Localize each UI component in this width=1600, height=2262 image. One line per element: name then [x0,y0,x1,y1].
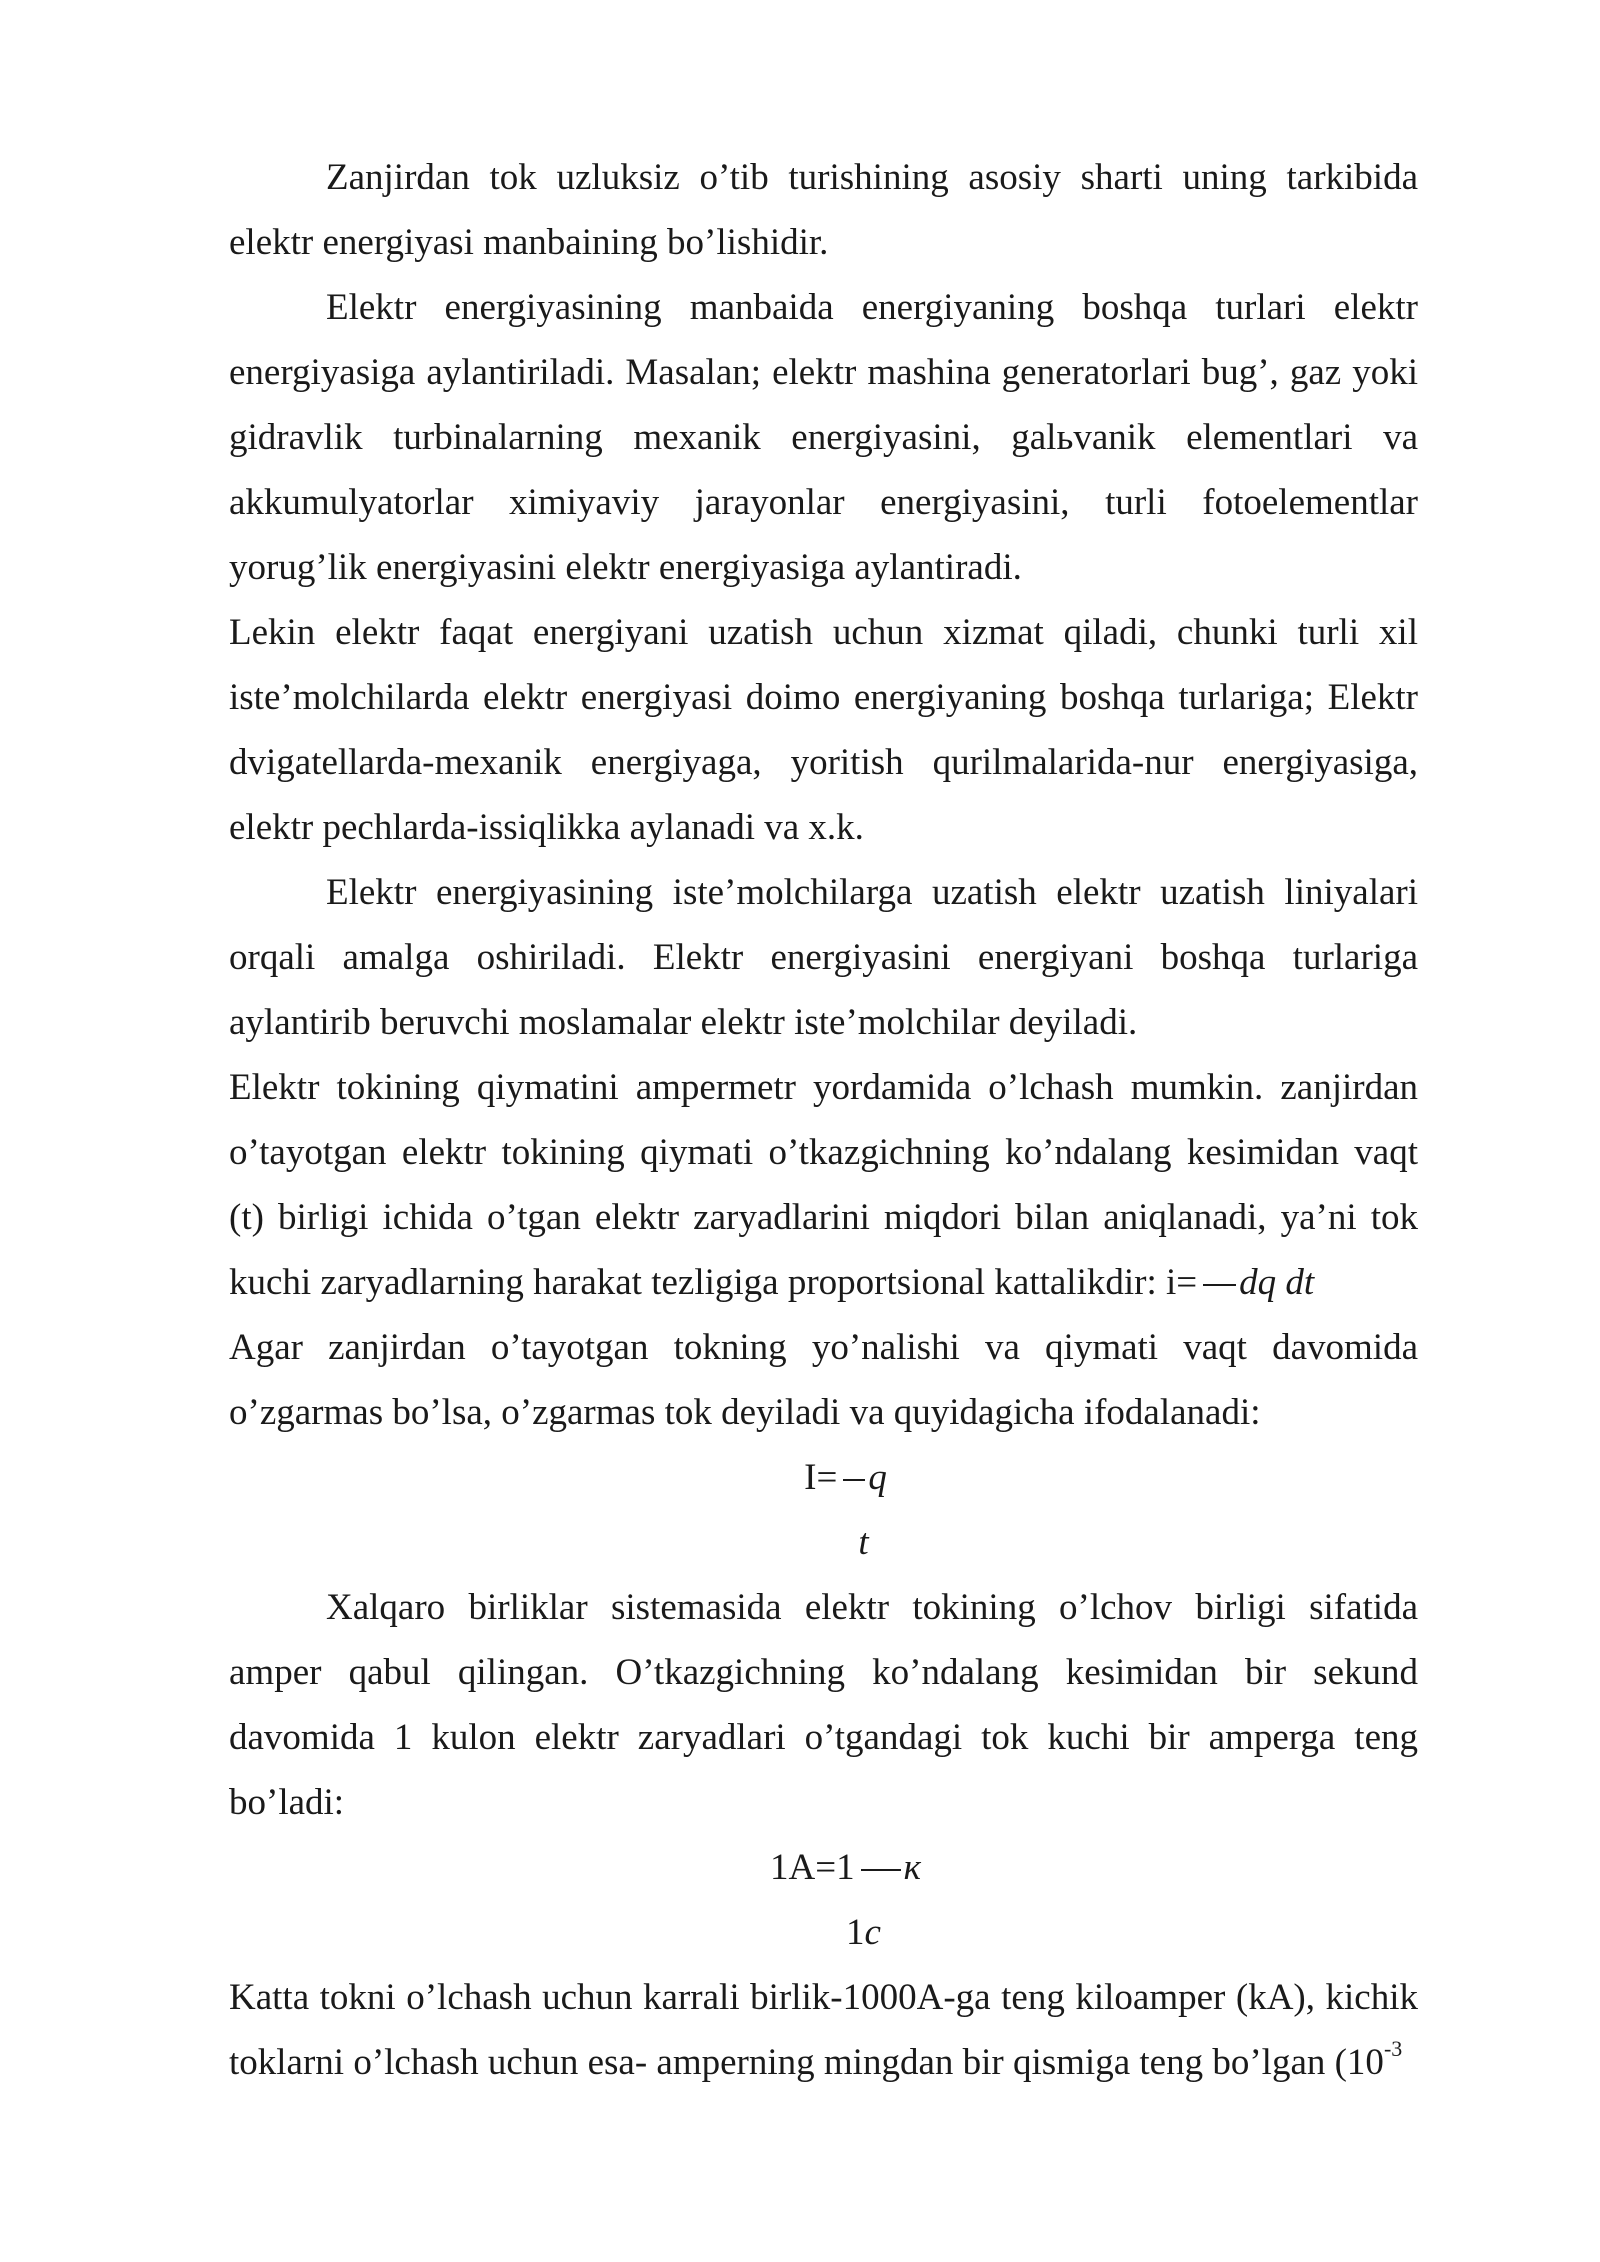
formula-lhs: 1A=1 [770,1847,855,1888]
formula-current [229,1445,1418,1510]
formula-numerator: q [868,1457,887,1498]
paragraph-text: Elektr tokining qiymatini ampermetr yordamida o’lchash mumkin. zanjirdan o’tayotgan elektr tokining qiymati o’tkazgichning ko’ndalang kesimidan vaqt (t) birligi ichida o’tgan elektr zaryadlarini miqdori bilan aniqlanadi, ya’ni tok kuchi zaryadlarning harakat tezligiga proportsional kattalikdir: i= [229,1067,1418,1303]
formula-numerator: к [903,1847,921,1888]
denominator-unit: c [864,1912,881,1953]
formula-denominator [229,1900,1418,1965]
paragraph: Agar zanjirdan o’tayotgan tokning yo’nalishi va qiymati vaqt davomida o’zgarmas bo’lsa, o’zgarmas tok deyiladi va quyidagicha ifodalanadi: [229,1327,1418,1433]
paragraph: Xalqaro birliklar sistemasida elektr tokining o’lchov birligi sifatida amper qabul qilingan. O’tkazgichning ko’ndalang kesimidan bir sekund davomida 1 kulon elektr zaryadlari o’tgandagi tok kuchi bir amperga teng bo’ladi: [229,1587,1418,1823]
paragraph [229,1055,1418,1315]
document-page [229,145,1418,2095]
formula-lhs: I= [804,1457,838,1498]
fraction-bar [843,1479,865,1481]
denominator-number: 1 [846,1912,865,1953]
paragraph: Elektr energiyasining manbaida energiyaning boshqa turlari elektr energiyasiga aylantiriladi. Masalan; elektr mashina generatorlari bug’, gaz yoki gidravlik turbinalarning mexanik energiyasini, galьvanik elementlari va akkumulyatorlar ximiyaviy jarayonlar energiyasini, turli fotoelementlar yorug’lik energiyasini elektr energiyasiga aylantiradi. [229,287,1418,588]
paragraph [229,1965,1418,2095]
paragraph: Lekin elektr faqat energiyani uzatish uchun xizmat qiladi, chunki turli xil iste’molchilarda elektr energiyasi doimo energiyaning boshqa turlariga; Elektr dvigatellarda-mexanik energiyaga, yoritish qurilmalarida-nur energiyasiga, elektr pechlarda-issiqlikka aylanadi va x.k. [229,612,1418,848]
fraction-bar [861,1869,901,1871]
inline-formula: dq dt [1239,1262,1315,1303]
exponent: -3 [1383,2036,1403,2061]
formula-ampere [229,1835,1418,1900]
fraction-bar [1203,1284,1236,1286]
paragraph: Elektr energiyasining iste’molchilarga uzatish elektr uzatish liniyalari orqali amalga oshiriladi. Elektr energiyasini energiyani boshqa turlariga aylantirib beruvchi moslamalar elektr iste’molchilar deyiladi. [229,872,1418,1043]
formula-denominator: t [858,1522,869,1563]
paragraph-text: Katta tokni o’lchash uchun karrali birlik-1000A-ga teng kiloamper (kA), kichik toklarni o’lchash uchun esa- amperning mingdan bir qismiga teng bo’lgan (10 [229,1977,1418,2083]
paragraph: Zanjirdan tok uzluksiz o’tib turishining asosiy sharti uning tarkibida elektr energiyasi manbaining bo’lishidir. [229,157,1418,263]
